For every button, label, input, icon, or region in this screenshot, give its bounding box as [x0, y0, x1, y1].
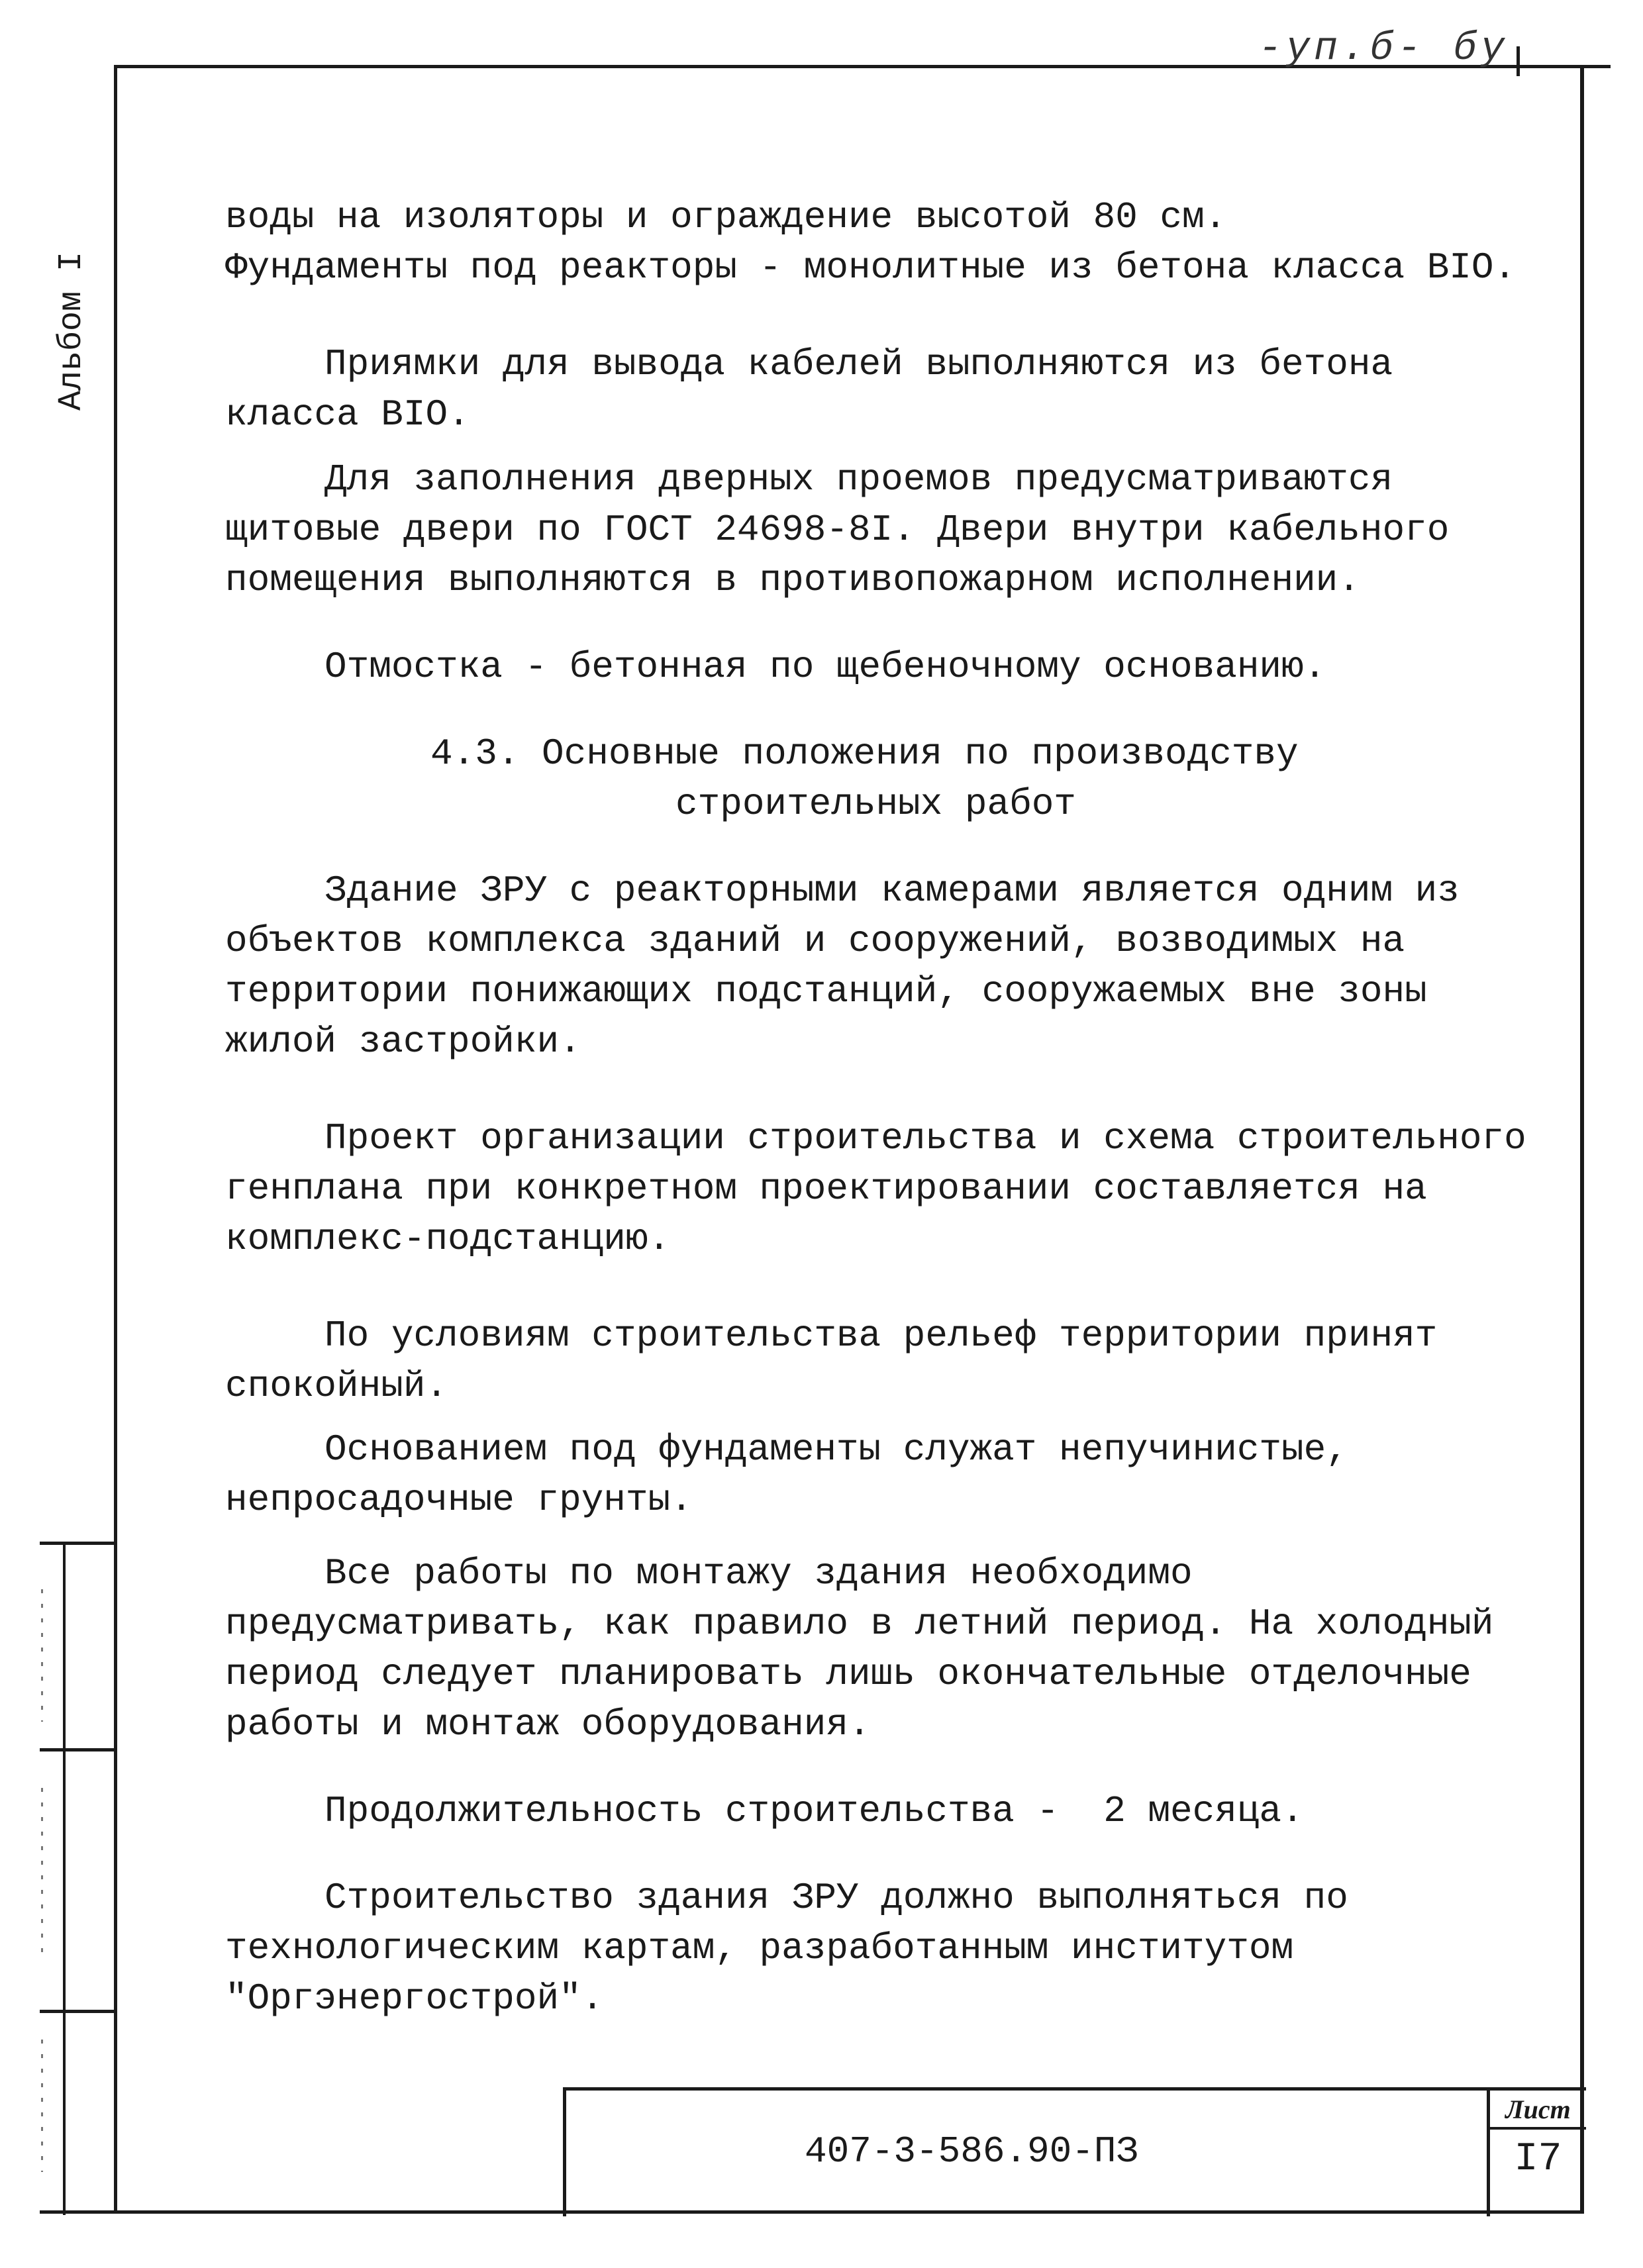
- header-scrawl: -уп.б- бу: [1258, 26, 1509, 72]
- margin-stamp-line: [63, 1543, 66, 2215]
- paragraph: Приямки для вывода кабелей выполняются из бетона класса BIO.: [225, 343, 1415, 436]
- document-body: [225, 192, 1549, 2024]
- paragraph: Строительство здания ЗРУ должно выполняться по технологическим картам, разработанным институтом "Оргэнергострой".: [225, 1877, 1371, 2020]
- document-code: 407-3-586.90-ПЗ: [805, 2130, 1139, 2173]
- sheet-label: Лист: [1490, 2091, 1586, 2130]
- paragraph: Продолжительность строительства - 2 месяца.: [324, 1790, 1304, 1832]
- paragraph: Все работы по монтажу здания необходимо предусматривать, как правило в летний период. На холодный период следует планировать лишь окончательные отделочные работы и монтаж оборудования.: [225, 1552, 1517, 1746]
- sheet-number: I7: [1514, 2137, 1562, 2182]
- frame-right-border: [1580, 65, 1584, 2214]
- margin-dotted-line: [41, 1788, 43, 1953]
- paragraph: Отмостка - бетонная по щебеночному основанию.: [324, 646, 1326, 688]
- section-title-line1: 4.3. Основные положения по производству: [430, 732, 1299, 775]
- album-label: Альбом I: [53, 251, 91, 411]
- margin-dotted-line: [41, 1589, 43, 1722]
- paragraph: По условиям строительства рельеф территории принят спокойный.: [225, 1314, 1460, 1407]
- margin-dotted-line: [41, 2040, 43, 2172]
- margin-stamp-divider: [40, 2010, 116, 2013]
- paragraph: Для заполнения дверных проемов предусматриваются щитовые двери по ГОСТ 24698-8I. Двери внутри кабельного помещения выполняются в противопожарном исполнении.: [225, 458, 1471, 601]
- paragraph: Основанием под фундаменты служат непучинистые, непросадочные грунты.: [225, 1428, 1371, 1521]
- section-title-line2: строительных работ: [675, 783, 1076, 825]
- title-block: [563, 2087, 1586, 2216]
- frame-left-border: [114, 65, 117, 2214]
- paragraph: Здание ЗРУ с реакторными камерами является одним из объектов комплекса зданий и сооружений, возводимых на территории понижающих подстанций, сооружаемых вне зоны жилой застройки.: [225, 869, 1482, 1063]
- paragraph: воды на изоляторы и ограждение высотой 80 см. Фундаменты под реакторы - монолитные из бетона класса BIO.: [225, 196, 1517, 289]
- margin-stamp-divider: [40, 1748, 116, 1751]
- sheet-cell: [1487, 2091, 1586, 2216]
- margin-stamp-divider: [40, 1542, 116, 1545]
- header-tick: [1517, 46, 1520, 76]
- section-heading: [225, 728, 1543, 829]
- paragraph: Проект организации строительства и схема строительного генплана при конкретном проектировании составляется на комплекс-подстанцию.: [225, 1117, 1549, 1260]
